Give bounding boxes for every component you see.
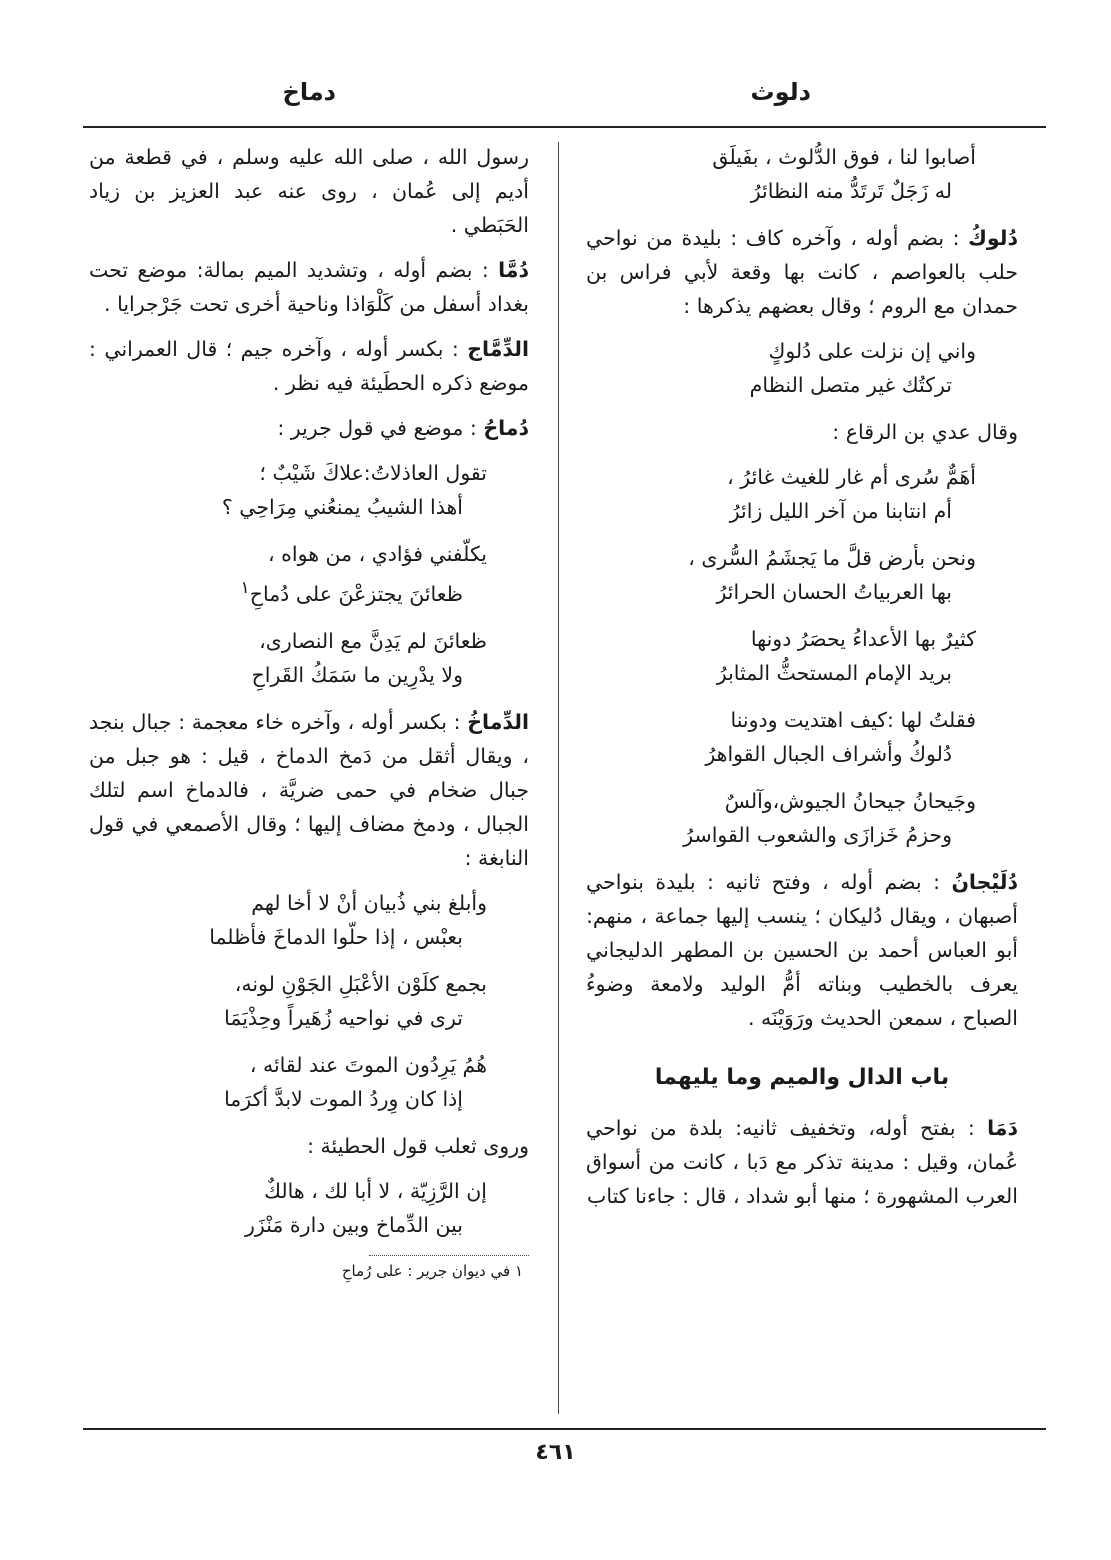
- entry-dulaijan: [586, 865, 1018, 1035]
- section-title: باب الدال والميم وما يليهما: [654, 1065, 950, 1090]
- verse-hemistich: إن الرَّزِيّة ، لا أبا لك ، هالكٌ: [264, 1178, 487, 1203]
- top-rule: [83, 126, 1046, 128]
- verse: [586, 334, 1018, 402]
- verse-hemistich: يكلّفني فؤادي ، من هواه ،: [268, 542, 487, 566]
- verse: [586, 541, 1018, 609]
- verse-hemistich: وأبلغ بني ذُبيان أنْ لا أخا لهم: [251, 890, 487, 915]
- verse-hemistich: إذا كان وِردُ الموت لابدَّ أكرَما: [224, 1086, 463, 1111]
- column-separator: [558, 142, 559, 1414]
- entry-headword: دُلَيْجانُ: [951, 870, 1018, 894]
- entry-dumma: [89, 253, 529, 321]
- verse-hemistich: بين الدِّماخ وبين دارة مَنْزَر: [245, 1212, 463, 1237]
- entry-duluk: [586, 221, 1018, 323]
- verse-hemistich: كثيرٌ بها الأعداءُ يحصَرُ دونها: [750, 627, 976, 651]
- verse-hemistich: بعبْس ، إذا حلّوا الدماخَ فأظلما: [209, 924, 463, 949]
- entry-text: : بضم أوله ، وفتح ثانيه : بليدة بنواحي أصبهان ، ويقال دُليكان ؛ ينسب إليها جماعة ، منهم: أبو العباس أحمد بن الحسين بن المطهر الدليجاني يعرف بالخطيب وبناته أمُّ الوليد ولامعة وضوءُ الصباح ، سمعن الحديث ورَوَيْنَه .: [586, 870, 1018, 1030]
- verse-hemistich: أهذا الشيبُ يمنعُني مِرَاحِي ؟: [221, 495, 463, 519]
- verse-hemistich: أم انتابنا من آخر الليل زائرُ: [729, 499, 952, 523]
- verse-hemistich: له زَجَلٌ تَرتَدُّ منه النظائرُ: [750, 179, 952, 203]
- verse: [89, 537, 529, 611]
- verse-hemistich: وحزمُ خَزازَى والشعوب القواسرُ: [683, 823, 952, 847]
- entry-headword: دَمَا: [987, 1116, 1018, 1140]
- verse-hemistich: ترى في نواحيه زُهَيراً وحِذْيَمَا: [224, 1005, 463, 1030]
- verse: [89, 967, 529, 1035]
- entry-headword: الدِّماخُ: [467, 709, 529, 734]
- verse-hemistich: بريد الإمام المستحثُّ المثابرُ: [716, 661, 952, 685]
- left-column: [89, 140, 529, 1282]
- verse-hemistich: تقول العاذلاتُ:علاكَ شَيْبٌ ؛: [259, 461, 487, 485]
- footnote-marker: ١: [240, 578, 250, 598]
- bottom-rule: [83, 1428, 1046, 1430]
- entry-text: : بكسر أوله ، وآخره خاء معجمة : جبال بنجد ، ويقال أثقل من دَمخ الدماخ ، قيل : هو جبل من جبال ضخام في حمى ضريَّة ، فالدماخ اسم لتلك الجبال ، ودمخ مضاف إليها ؛ وقال الأصمعي في قول النابغة :: [89, 709, 529, 870]
- entry-text: : بفتح أوله، وتخفيف ثانيه: بلدة من نواحي عُمان، وقيل : مدينة تذكر مع دَبا ، كانت من أسواق العرب المشهورة ؛ منها أبو شداد ، قال : جاءنا كتاب: [586, 1116, 1018, 1208]
- entry-headword: الدِّمَّاج: [467, 337, 529, 361]
- entry-text: : بضم أوله ، وتشديد الميم بمالة: موضع تحت بغداد أسفل من كَلْوَاذا وناحية أخرى تحت جَرْجرايا .: [89, 258, 529, 316]
- verse-hemistich: ولا يدْرِين ما سَمَكُ القَراحِ: [251, 662, 463, 687]
- entry-dumah: [89, 411, 529, 445]
- right-column: [586, 140, 1018, 1224]
- quote-intro: وقال عدي بن الرقاع :: [832, 420, 1018, 444]
- verse-hemistich: [89, 571, 487, 611]
- running-head-right: دلوث: [750, 78, 811, 106]
- verse: [586, 784, 1018, 852]
- verse-hemistich: وجَيحانُ جيحانُ الجيوش،وآلسٌ: [724, 789, 976, 813]
- verse: [89, 886, 529, 954]
- verse: [586, 703, 1018, 771]
- entry-dimmaj: [89, 332, 529, 400]
- verse-hemistich: بها العربياتُ الحسان الحرائرُ: [716, 580, 952, 604]
- verse: [586, 140, 1018, 208]
- footnote-rule: [369, 1255, 529, 1256]
- entry-headword: دُماحُ: [483, 416, 529, 440]
- verse-hemistich: هُمُ يَرِدُون الموتَ عند لقائه ،: [249, 1052, 487, 1077]
- verse-hemistich: واني إن نزلت على دُلوكٍ: [768, 339, 976, 363]
- verse: [89, 1174, 529, 1242]
- verse-hemistich: تركتُك غير متصل النظام: [749, 373, 952, 397]
- verse-hemistich: أهَمٌّ سُرى أم غار للغيث غائرُ ،: [727, 465, 976, 489]
- page-number: ٤٦١: [535, 1440, 576, 1465]
- verse-hemistich: فقلتُ لها :كيف اهتديت ودوننا: [730, 708, 976, 732]
- footnote: ١ في ديوان جرير : على رُماحِ: [341, 1261, 523, 1280]
- verse: [586, 460, 1018, 528]
- verse-hemistich: أصابوا لنا ، فوق الدُّلوث ، بفَيلَق: [712, 145, 976, 169]
- verse-hemistich: دُلوكُ وأشراف الجبال القواهرُ: [705, 742, 952, 766]
- verse-hemistich: ظعائنَ لم يَدِنَّ مع النصارى،: [259, 628, 487, 653]
- entry-headword: دُلوكُ: [968, 226, 1018, 250]
- entry-text: : بضم أوله ، وآخره كاف : بليدة من نواحي حلب بالعواصم ، كانت بها وقعة لأبي فراس بن حمدان مع الروم ؛ وقال بعضهم يذكرها :: [586, 226, 1018, 318]
- verse: [89, 624, 529, 692]
- verse: [89, 456, 529, 524]
- verse-hemistich: ونحن بأرض قلَّ ما يَجشَمُ السُّرى ،: [688, 546, 976, 570]
- entry-text: : بكسر أوله ، وآخره جيم ؛ قال العمراني : موضع ذكره الحطَيئة فيه نظر .: [89, 337, 529, 395]
- verse: [89, 1048, 529, 1116]
- quote-intro: وروى ثعلب قول الحطيئة :: [307, 1133, 529, 1158]
- entry-dama: [586, 1111, 1018, 1213]
- entry-headword: دُمَّا: [498, 258, 529, 282]
- continuation-text: رسول الله ، صلى الله عليه وسلم ، في قطعة من أديم إلى عُمان ، روى عنه عبد العزيز بن زياد الحَبَطي .: [89, 145, 529, 237]
- entry-text: : موضع في قول جرير :: [277, 416, 477, 440]
- hemistich-text: ظعائنَ يجتزعْنَ على دُماحِ: [249, 581, 463, 606]
- verse: [586, 622, 1018, 690]
- running-head-left: دماخ: [282, 78, 336, 106]
- entry-dimakh: [89, 705, 529, 875]
- verse-hemistich: بجمع كلَوْن الأعْبَلِ الجَوْنِ لونه،: [234, 971, 487, 996]
